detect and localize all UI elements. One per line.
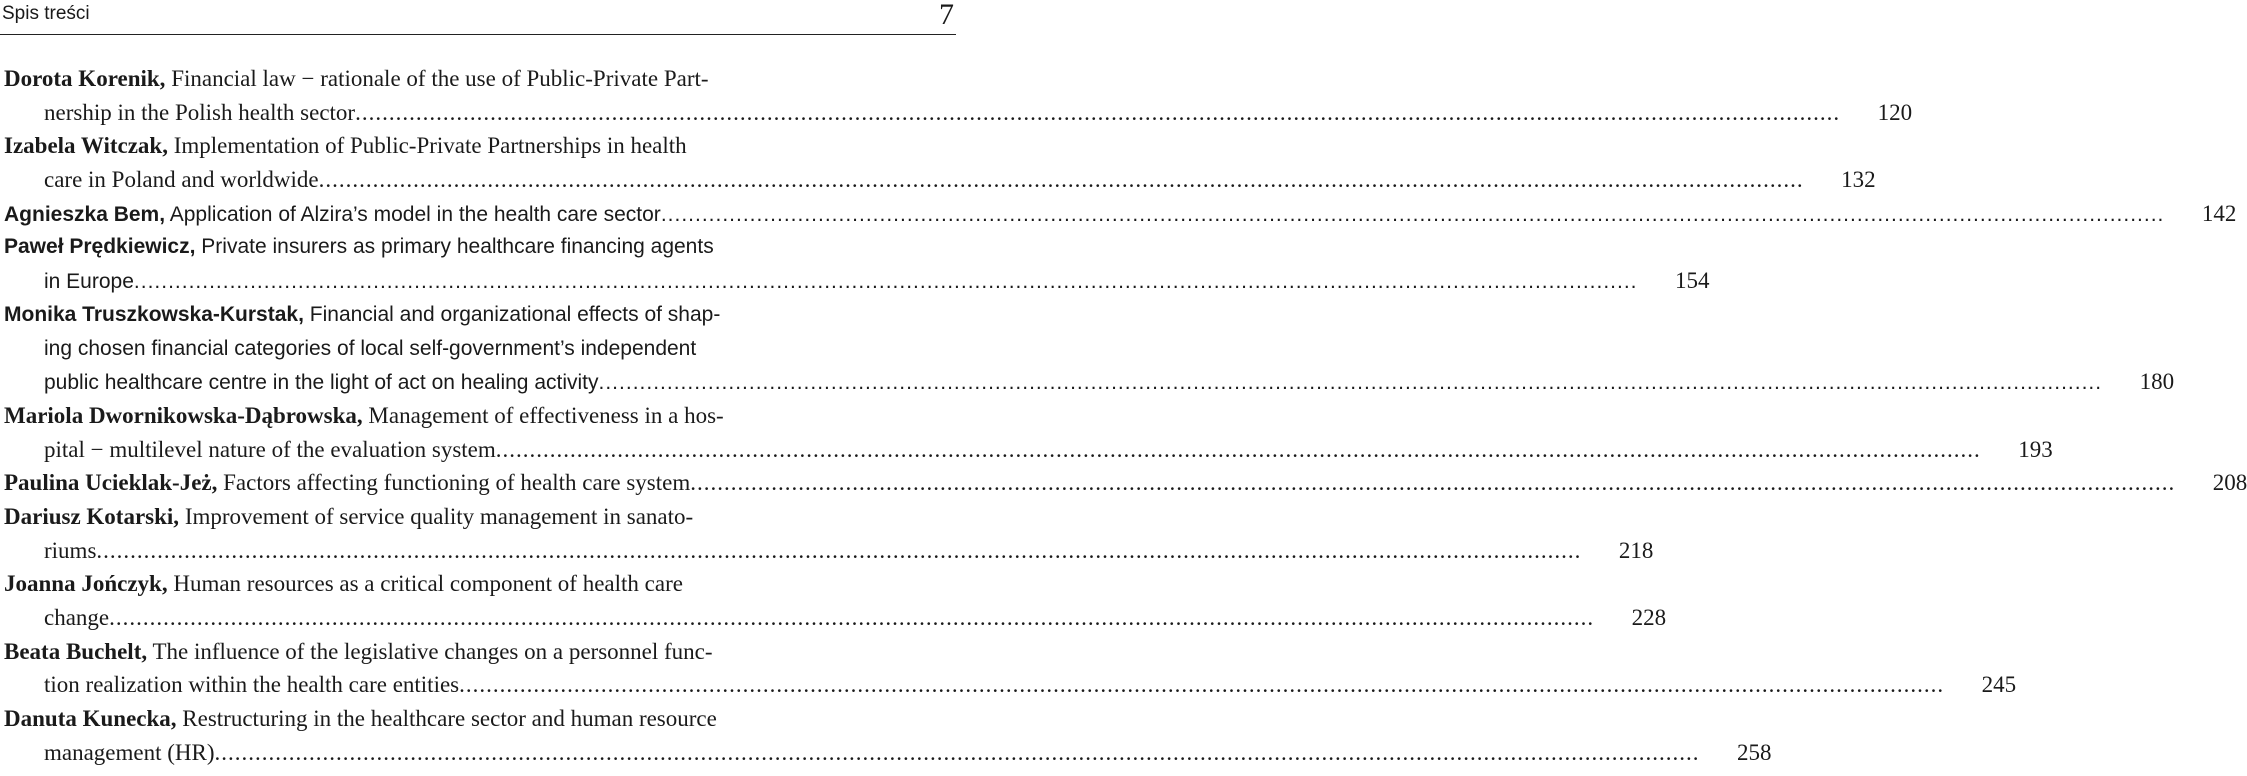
toc-entry-line	[4, 534, 1654, 568]
toc-author: Dorota Korenik,	[4, 66, 166, 91]
toc-entry-line	[4, 567, 956, 601]
toc-title: Financial and organizational effects of shap-	[309, 302, 721, 326]
dot-leader: ............................................................................................................................................................................................................................	[495, 436, 1981, 462]
toc-entry-line	[4, 230, 956, 264]
toc-entry[interactable]	[4, 298, 2175, 399]
toc-entry-line	[4, 332, 956, 366]
toc-author: Mariola Dwornikowska-Dąbrowska,	[4, 402, 363, 428]
toc-title: pital − multilevel nature of the evaluation system	[44, 436, 496, 462]
toc-page-number: 208	[2212, 470, 2247, 496]
toc-entry[interactable]	[4, 62, 1913, 129]
toc-page-number: 228	[1631, 605, 1667, 630]
toc-title: Application of Alzira’s model in the health care sector	[169, 202, 661, 226]
toc-author: Beata Buchelt,	[4, 638, 148, 664]
toc-entry[interactable]	[4, 567, 1667, 634]
toc-author: Agnieszka Bem,	[4, 202, 166, 226]
toc-title: Implementation of Public-Private Partnerships in health	[173, 133, 687, 159]
toc-author: Izabela Witczak,	[4, 133, 168, 159]
toc-page-number: 120	[1877, 99, 1913, 125]
section-title: Spis treści	[2, 3, 90, 24]
toc-entry-line	[4, 668, 2017, 702]
toc-entry-line	[4, 433, 2053, 467]
dot-leader: ............................................................................................................................................................................................................................	[355, 99, 1841, 125]
toc-entry-line	[4, 163, 1876, 197]
toc-entry-line	[4, 736, 1772, 770]
toc-title: care in Poland and worldwide	[44, 167, 319, 193]
toc-entry-line	[4, 96, 1913, 130]
toc-entry-line	[4, 702, 956, 736]
toc-title: Private insurers as primary healthcare financing agents	[201, 235, 714, 259]
toc-entry[interactable]	[4, 635, 2017, 702]
toc-entry[interactable]	[4, 230, 1710, 297]
toc-page-number: 180	[2139, 369, 2175, 395]
toc-entry-line	[4, 62, 956, 96]
toc-entry-line	[4, 298, 956, 332]
dot-leader: ............................................................................................................................................................................................................................	[109, 605, 1595, 630]
toc-entry-line	[4, 197, 2237, 231]
toc-entry-line	[4, 399, 956, 433]
toc-title: ing chosen financial categories of local self-government’s independent	[44, 336, 697, 360]
toc-author: Danuta Kunecka,	[4, 706, 177, 732]
toc-entry[interactable]	[4, 500, 1654, 567]
toc-title: change	[44, 605, 110, 630]
toc-page-number: 245	[1981, 672, 2017, 698]
toc-page-number: 132	[1841, 167, 1876, 193]
toc-entry[interactable]	[4, 399, 2053, 466]
toc-entry[interactable]	[4, 466, 2247, 500]
toc-entry-line	[4, 601, 1667, 635]
toc-title: Human resources as a critical component of health care	[173, 571, 683, 597]
toc-entry-line	[4, 365, 2175, 399]
toc-title: Financial law − rationale of the use of Public-Private Part-	[171, 66, 709, 91]
toc-page-number: 218	[1618, 537, 1654, 563]
header-page-number: 7	[939, 0, 954, 31]
toc-entry[interactable]	[4, 197, 2237, 231]
dot-leader: ............................................................................................................................................................................................................................	[214, 739, 1700, 765]
toc-entry-line	[4, 129, 956, 163]
dot-leader: ............................................................................................................................................................................................................................	[459, 672, 1945, 698]
toc-entry-line	[4, 466, 2247, 500]
toc-title: Improvement of service quality management in sanato-	[184, 503, 694, 529]
toc-entry[interactable]	[4, 702, 1772, 769]
toc-author: Monika Truszkowska-Kurstak,	[4, 302, 304, 326]
toc-page-number: 142	[2201, 200, 2237, 226]
toc-author: Paweł Prędkiewicz,	[4, 235, 196, 259]
toc-author: Dariusz Kotarski,	[4, 503, 180, 529]
table-of-contents	[4, 62, 2247, 769]
toc-page-number: 193	[2018, 436, 2053, 462]
toc-title: Factors affecting functioning of health care system	[223, 470, 691, 496]
toc-page-number: 154	[1675, 268, 1710, 294]
toc-title: in Europe	[44, 270, 134, 294]
toc-title: The influence of the legislative changes on a personnel func-	[152, 638, 713, 664]
dot-leader: ............................................................................................................................................................................................................................	[690, 470, 2176, 496]
toc-entry-line	[4, 264, 1710, 298]
page-header	[0, 0, 956, 35]
toc-title: public healthcare centre in the light of act on healing activity	[44, 371, 599, 395]
toc-title: nership in the Polish health sector	[44, 99, 356, 125]
toc-title: Restructuring in the healthcare sector and human resource	[182, 706, 717, 732]
toc-entry-line	[4, 635, 956, 669]
toc-author: Joanna Jończyk,	[4, 571, 168, 597]
toc-title: management (HR)	[44, 739, 215, 765]
dot-leader: ............................................................................................................................................................................................................................	[96, 537, 1582, 563]
toc-entry[interactable]	[4, 129, 1876, 196]
toc-title: tion realization within the health care entities	[44, 672, 460, 698]
toc-author: Paulina Ucieklak-Jeż,	[4, 470, 218, 496]
dot-leader: ............................................................................................................................................................................................................................	[318, 167, 1804, 193]
toc-entry-line	[4, 500, 956, 534]
toc-title: Management of effectiveness in a hos-	[368, 402, 724, 428]
dot-leader: ............................................................................................................................................................................................................................	[133, 270, 1638, 294]
dot-leader: ............................................................................................................................................................................................................................	[660, 202, 2165, 226]
dot-leader: ............................................................................................................................................................................................................................	[598, 371, 2103, 395]
toc-title: riums	[44, 537, 97, 563]
toc-page-number: 258	[1737, 739, 1772, 765]
